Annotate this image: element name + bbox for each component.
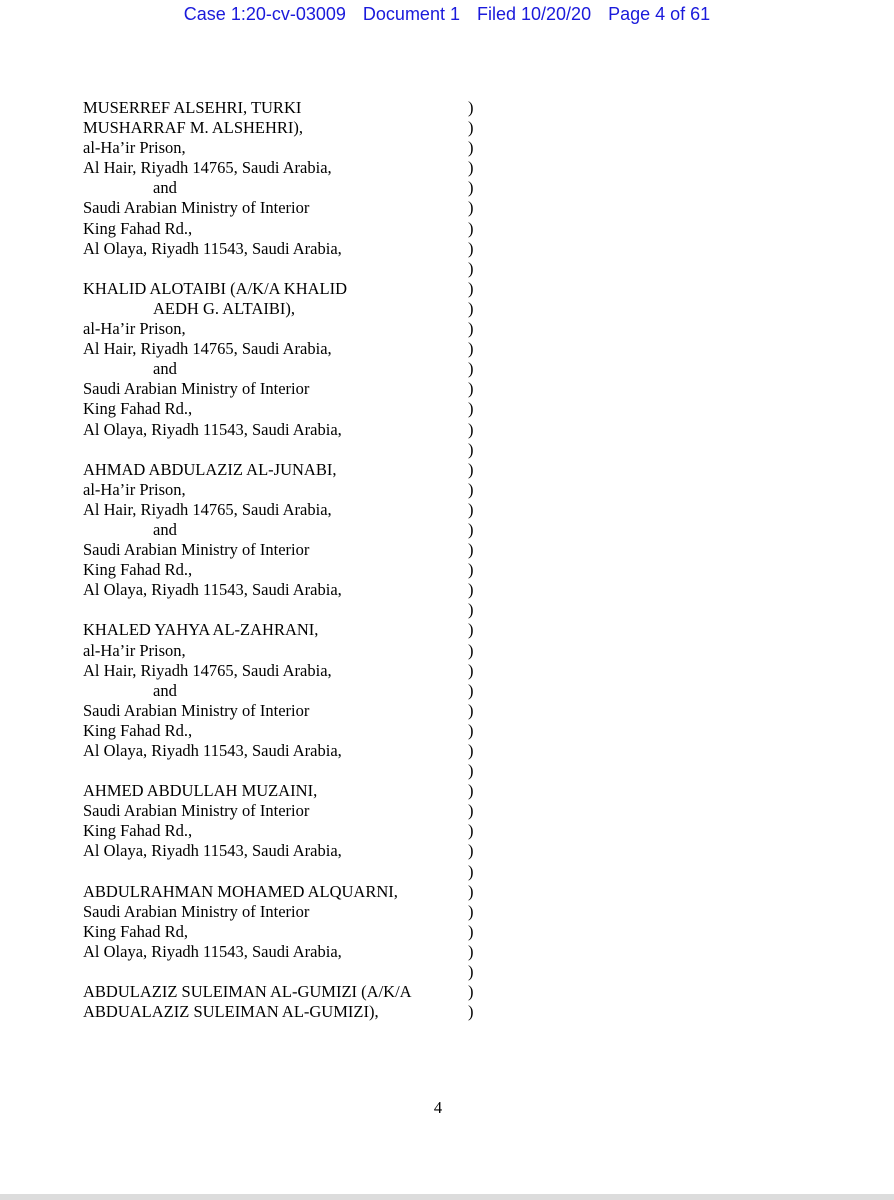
case-caption-defendants	[83, 98, 503, 1022]
caption-line	[83, 259, 503, 279]
caption-line-text: and	[153, 359, 177, 379]
caption-line-text: Al Olaya, Riyadh 11543, Saudi Arabia,	[83, 580, 342, 600]
caption-line	[83, 500, 503, 520]
caption-parenthesis: )	[468, 298, 474, 318]
caption-parenthesis: )	[468, 118, 474, 138]
caption-parenthesis: )	[468, 821, 474, 841]
caption-parenthesis: )	[468, 399, 474, 419]
caption-parenthesis: )	[468, 600, 474, 620]
caption-parenthesis: )	[468, 439, 474, 459]
caption-parenthesis: )	[468, 761, 474, 781]
caption-line-text: and	[153, 519, 177, 539]
caption-line	[83, 219, 503, 239]
caption-parenthesis: )	[468, 178, 474, 198]
caption-line	[83, 460, 503, 480]
caption-parenthesis: )	[468, 319, 474, 339]
caption-line-text: Al Hair, Riyadh 14765, Saudi Arabia,	[83, 158, 332, 178]
caption-line	[83, 379, 503, 399]
caption-parenthesis: )	[468, 580, 474, 600]
caption-parenthesis: )	[468, 339, 474, 359]
caption-line-text: Saudi Arabian Ministry of Interior	[83, 901, 310, 921]
caption-parenthesis: )	[468, 741, 474, 760]
caption-line	[83, 339, 503, 359]
caption-line-text: Saudi Arabian Ministry of Interior	[83, 801, 310, 821]
caption-line	[83, 862, 503, 882]
caption-line-text: MUSHARRAF M. ALSHEHRI),	[83, 118, 304, 138]
caption-line	[83, 902, 503, 922]
caption-line	[83, 520, 503, 540]
caption-line	[83, 319, 503, 339]
caption-line	[83, 178, 503, 198]
caption-line-text: Al Hair, Riyadh 14765, Saudi Arabia,	[83, 660, 332, 680]
caption-line	[83, 841, 503, 861]
page-number: 4	[433, 1098, 443, 1117]
caption-line-text: Al Olaya, Riyadh 11543, Saudi Arabia,	[83, 419, 342, 439]
caption-line	[83, 821, 503, 841]
caption-line-text: Al Hair, Riyadh 14765, Saudi Arabia,	[83, 339, 332, 359]
caption-parenthesis: )	[468, 459, 474, 479]
caption-line-text: Saudi Arabian Ministry of Interior	[83, 379, 310, 399]
caption-line	[83, 98, 503, 118]
caption-parenthesis: )	[468, 540, 474, 560]
caption-parenthesis: )	[468, 801, 474, 821]
caption-parenthesis: )	[468, 781, 474, 801]
caption-line	[83, 681, 503, 701]
caption-line-text: Saudi Arabian Ministry of Interior	[83, 700, 310, 720]
caption-parenthesis: )	[468, 238, 474, 258]
caption-line	[83, 741, 503, 761]
page-indicator: Page 4 of 61	[608, 4, 711, 24]
caption-parenthesis: )	[468, 901, 474, 921]
caption-line	[83, 600, 503, 620]
caption-line-text: and	[153, 680, 177, 700]
filed-date: Filed 10/20/20	[477, 4, 592, 24]
caption-parenthesis: )	[468, 861, 474, 881]
caption-parenthesis: )	[468, 218, 474, 238]
caption-line-text: KHALED YAHYA AL-ZAHRANI,	[83, 620, 319, 640]
caption-line	[83, 440, 503, 460]
caption-parenthesis: )	[468, 700, 474, 720]
caption-parenthesis: )	[468, 881, 474, 901]
caption-line-text: al-Ha’ir Prison,	[83, 319, 186, 339]
viewer-bottom-bar	[0, 1194, 894, 1200]
ecf-header	[0, 4, 894, 25]
caption-line-text: ABDUALAZIZ SULEIMAN AL-GUMIZI),	[83, 1002, 379, 1022]
caption-line	[83, 620, 503, 640]
caption-parenthesis: )	[468, 258, 474, 278]
caption-parenthesis: )	[468, 841, 474, 861]
caption-line-text: MUSERREF ALSEHRI, TURKI	[83, 98, 302, 117]
caption-line	[83, 359, 503, 379]
caption-parenthesis: )	[468, 1002, 474, 1022]
caption-line-text: Saudi Arabian Ministry of Interior	[83, 540, 310, 560]
caption-line-text: and	[153, 178, 177, 198]
caption-line-text: AEDH G. ALTAIBI),	[153, 298, 295, 318]
caption-line	[83, 701, 503, 721]
caption-line	[83, 239, 503, 259]
caption-line-text: Al Olaya, Riyadh 11543, Saudi Arabia,	[83, 741, 342, 760]
caption-line	[83, 158, 503, 178]
caption-parenthesis: )	[468, 941, 474, 961]
caption-parenthesis: )	[468, 138, 474, 158]
caption-line-text: Al Olaya, Riyadh 11543, Saudi Arabia,	[83, 238, 342, 258]
caption-line	[83, 882, 503, 902]
caption-parenthesis: )	[468, 982, 474, 1002]
document-number: Document 1	[362, 4, 460, 24]
caption-line	[83, 922, 503, 942]
caption-line	[83, 118, 503, 138]
caption-line	[83, 801, 503, 821]
caption-line-text: al-Ha’ir Prison,	[83, 138, 186, 158]
caption-line-text: King Fahad Rd.,	[83, 218, 193, 238]
caption-parenthesis: )	[468, 359, 474, 379]
caption-parenthesis: )	[468, 640, 474, 660]
caption-line	[83, 942, 503, 962]
caption-parenthesis: )	[468, 479, 474, 499]
caption-line-text: Al Olaya, Riyadh 11543, Saudi Arabia,	[83, 941, 342, 961]
caption-line	[83, 560, 503, 580]
caption-line-text: al-Ha’ir Prison,	[83, 640, 186, 660]
caption-line	[83, 982, 503, 1002]
caption-line	[83, 299, 503, 319]
caption-line-text: King Fahad Rd.,	[83, 560, 193, 580]
caption-line-text: ABDULAZIZ SULEIMAN AL-GUMIZI (A/K/A	[83, 982, 412, 1002]
caption-line	[83, 781, 503, 801]
caption-line-text: Saudi Arabian Ministry of Interior	[83, 198, 310, 218]
caption-line-text: KHALID ALOTAIBI (A/K/A KHALID	[83, 278, 348, 298]
caption-parenthesis: )	[468, 680, 474, 700]
caption-line	[83, 721, 503, 741]
caption-line	[83, 420, 503, 440]
caption-line-text: King Fahad Rd.,	[83, 720, 193, 740]
caption-parenthesis: )	[468, 660, 474, 680]
caption-line-text: AHMAD ABDULAZIZ AL-JUNABI,	[83, 459, 337, 479]
caption-line-text: al-Ha’ir Prison,	[83, 479, 186, 499]
caption-parenthesis: )	[468, 962, 474, 982]
caption-parenthesis: )	[468, 519, 474, 539]
caption-line	[83, 580, 503, 600]
caption-line	[83, 480, 503, 500]
caption-parenthesis: )	[468, 499, 474, 519]
caption-line-text: Al Hair, Riyadh 14765, Saudi Arabia,	[83, 499, 332, 519]
caption-line-text: ABDULRAHMAN MOHAMED ALQUARNI,	[83, 881, 398, 901]
caption-parenthesis: )	[468, 720, 474, 740]
caption-line	[83, 1002, 503, 1022]
caption-parenthesis: )	[468, 98, 474, 117]
caption-parenthesis: )	[468, 921, 474, 941]
caption-line	[83, 198, 503, 218]
caption-parenthesis: )	[468, 620, 474, 640]
caption-line-text: King Fahad Rd.,	[83, 821, 193, 841]
caption-line	[83, 962, 503, 982]
caption-parenthesis: )	[468, 419, 474, 439]
caption-parenthesis: )	[468, 379, 474, 399]
caption-line	[83, 641, 503, 661]
caption-line-text: King Fahad Rd,	[83, 921, 188, 941]
caption-parenthesis: )	[468, 158, 474, 178]
caption-line	[83, 138, 503, 158]
caption-line	[83, 661, 503, 681]
caption-parenthesis: )	[468, 560, 474, 580]
caption-parenthesis: )	[468, 198, 474, 218]
caption-line-text: King Fahad Rd.,	[83, 399, 193, 419]
caption-parenthesis: )	[468, 278, 474, 298]
caption-line	[83, 761, 503, 781]
caption-line	[83, 540, 503, 560]
caption-line-text: Al Olaya, Riyadh 11543, Saudi Arabia,	[83, 841, 342, 861]
caption-line	[83, 279, 503, 299]
caption-line-text: AHMED ABDULLAH MUZAINI,	[83, 781, 318, 801]
caption-line	[83, 399, 503, 419]
case-number: Case 1:20-cv-03009	[183, 4, 346, 24]
